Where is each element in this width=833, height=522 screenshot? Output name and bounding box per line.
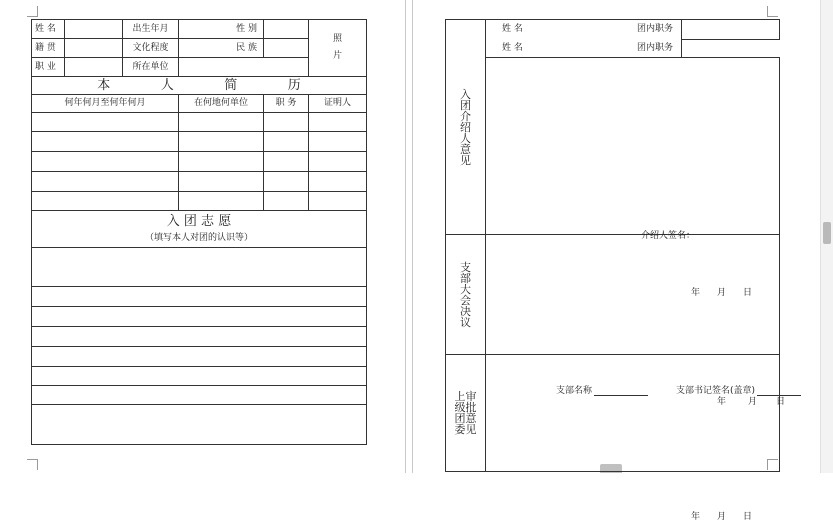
application-line xyxy=(32,307,367,327)
education-field[interactable] xyxy=(179,39,264,58)
resume-row xyxy=(32,152,367,172)
resume-title-char: 简 xyxy=(224,78,238,93)
introducer-label-char: 意 xyxy=(460,142,471,156)
gender-label: 性 别 xyxy=(236,23,257,34)
application-text-line[interactable] xyxy=(32,367,367,386)
introducer-row-2[interactable] xyxy=(486,40,682,58)
resume-title-char: 本 xyxy=(97,78,111,93)
photo-label-1: 照 xyxy=(332,34,342,44)
introducer-name-label-2: 姓 名 xyxy=(502,42,523,53)
resume-cell[interactable] xyxy=(264,152,309,172)
branch-decision-box[interactable] xyxy=(486,235,786,407)
name-label: 姓 名 xyxy=(32,20,65,39)
resume-col-position: 职 务 xyxy=(264,95,309,113)
branch-section-label xyxy=(446,235,486,355)
branch-secretary-field[interactable] xyxy=(676,387,801,396)
name-field[interactable] xyxy=(65,20,123,39)
introducer-position-label-1: 团内职务 xyxy=(636,24,673,35)
application-title: 入 团 志 愿 xyxy=(166,214,232,229)
approval-section-label xyxy=(446,355,486,472)
resume-cell[interactable] xyxy=(264,113,309,132)
branch-secretary-underline xyxy=(757,387,801,396)
photo-box[interactable] xyxy=(309,20,367,77)
photo-label-2: 片 xyxy=(332,51,342,61)
resume-cell[interactable] xyxy=(309,172,367,192)
resume-cell[interactable] xyxy=(309,132,367,152)
application-form-right xyxy=(445,19,786,522)
application-line xyxy=(32,287,367,307)
resume-cell[interactable] xyxy=(32,113,179,132)
scrollbar-thumb[interactable] xyxy=(823,222,831,244)
origin-label: 籍 贯 xyxy=(32,39,65,58)
education-label: 文化程度 xyxy=(123,39,179,58)
branch-label-char: 议 xyxy=(460,315,471,329)
ethnicity-label: 民 族 xyxy=(236,42,257,53)
branch-name-underline xyxy=(594,387,648,396)
approval-label-row: 级批 xyxy=(454,401,477,414)
resume-col-place: 在何地何单位 xyxy=(179,95,264,113)
resume-cell[interactable] xyxy=(32,152,179,172)
resume-row xyxy=(32,192,367,211)
resume-cell[interactable] xyxy=(264,192,309,211)
resume-cell[interactable] xyxy=(32,132,179,152)
birth-label: 出生年月 xyxy=(123,20,179,39)
introducer-label-char: 团 xyxy=(460,98,471,112)
approval-label-row: 委见 xyxy=(454,423,477,436)
occupation-field[interactable] xyxy=(65,58,123,77)
branch-label-char: 大 xyxy=(460,282,471,296)
application-line xyxy=(32,327,367,347)
application-line xyxy=(32,347,367,367)
approval-date-month: 月 xyxy=(717,512,727,522)
introducer-position-field-2[interactable] xyxy=(682,40,780,58)
workplace-label: 所在单位 xyxy=(123,58,179,77)
application-line xyxy=(32,405,367,445)
resume-cell[interactable] xyxy=(309,113,367,132)
branch-name-field[interactable] xyxy=(556,387,648,396)
approval-label-row: 团意 xyxy=(454,412,477,425)
page-separator-right xyxy=(412,0,413,473)
introducer-name-label-1: 姓 名 xyxy=(502,24,523,35)
approval-opinion-box[interactable] xyxy=(486,355,780,522)
application-text-line[interactable] xyxy=(32,327,367,347)
application-text-line[interactable] xyxy=(32,287,367,307)
branch-name-label: 支部名称 xyxy=(556,385,593,396)
introducer-label-char: 入 xyxy=(460,87,471,101)
ethnicity-field[interactable] xyxy=(264,39,309,58)
introducer-label-char: 绍 xyxy=(460,120,471,134)
resume-cell[interactable] xyxy=(309,192,367,211)
vertical-scrollbar[interactable] xyxy=(820,0,833,473)
approval-label-row: 上审 xyxy=(454,390,477,403)
birth-field[interactable] xyxy=(179,20,264,39)
resume-cell[interactable] xyxy=(32,172,179,192)
introducer-date-day: 日 xyxy=(743,288,753,298)
application-text-line[interactable] xyxy=(32,405,367,445)
resume-col-period: 何年何月至何年何月 xyxy=(32,95,179,113)
application-text-line[interactable] xyxy=(32,347,367,367)
resume-row xyxy=(32,132,367,152)
resume-cell[interactable] xyxy=(32,192,179,211)
resume-title xyxy=(32,77,367,95)
workplace-field[interactable] xyxy=(179,58,309,77)
application-text-line[interactable] xyxy=(32,248,367,287)
application-line xyxy=(32,367,367,386)
crop-mark-top-right xyxy=(767,6,778,17)
application-form-left xyxy=(31,19,367,445)
application-line xyxy=(32,386,367,405)
resume-cell[interactable] xyxy=(179,172,264,192)
page-separator xyxy=(405,0,406,473)
branch-label-char: 支 xyxy=(460,260,471,274)
introducer-signature-label: 介绍人签名： xyxy=(641,231,696,241)
occupation-label: 职 业 xyxy=(32,58,65,77)
branch-date-month: 月 xyxy=(748,396,758,407)
introducer-date-year: 年 xyxy=(691,288,701,298)
branch-label-char: 决 xyxy=(460,304,471,318)
introducer-position-label-2: 团内职务 xyxy=(636,42,673,53)
resume-col-witness: 证明人 xyxy=(309,95,367,113)
resume-title-char: 人 xyxy=(160,78,174,93)
application-line xyxy=(32,248,367,287)
origin-field[interactable] xyxy=(65,39,123,58)
application-subtitle: （填写本人对团的认识等） xyxy=(144,233,253,243)
application-header xyxy=(32,211,367,248)
approval-date-day: 日 xyxy=(743,512,753,522)
application-text-line[interactable] xyxy=(32,386,367,405)
resume-row xyxy=(32,172,367,192)
application-text-line[interactable] xyxy=(32,307,367,327)
resume-cell[interactable] xyxy=(179,132,264,152)
introducer-label-char: 见 xyxy=(460,153,471,167)
introducer-row-1[interactable] xyxy=(486,20,682,40)
branch-label-char: 会 xyxy=(460,293,471,307)
introducer-label-char: 人 xyxy=(460,131,471,145)
crop-mark-bottom-left xyxy=(27,459,38,470)
introducer-opinion-box[interactable] xyxy=(486,58,780,298)
branch-label-char: 部 xyxy=(460,271,471,285)
crop-mark-top-left xyxy=(27,6,38,17)
introducer-date-month: 月 xyxy=(717,288,727,298)
resume-cell[interactable] xyxy=(264,172,309,192)
resume-cell[interactable] xyxy=(179,152,264,172)
gender-field[interactable] xyxy=(264,20,309,39)
resume-row xyxy=(32,113,367,132)
resume-cell[interactable] xyxy=(179,192,264,211)
branch-date-day: 日 xyxy=(776,396,786,407)
branch-secretary-label: 支部书记签名(盖章) xyxy=(676,385,756,396)
resume-cell[interactable] xyxy=(179,113,264,132)
resume-cell[interactable] xyxy=(309,152,367,172)
approval-date-year: 年 xyxy=(691,512,701,522)
introducer-label-char: 介 xyxy=(460,109,471,123)
introducer-position-field-1[interactable] xyxy=(682,20,780,40)
resume-cell[interactable] xyxy=(264,132,309,152)
resume-title-char: 历 xyxy=(287,78,301,93)
introducer-section-label xyxy=(446,20,486,235)
branch-date-year: 年 xyxy=(717,396,727,407)
